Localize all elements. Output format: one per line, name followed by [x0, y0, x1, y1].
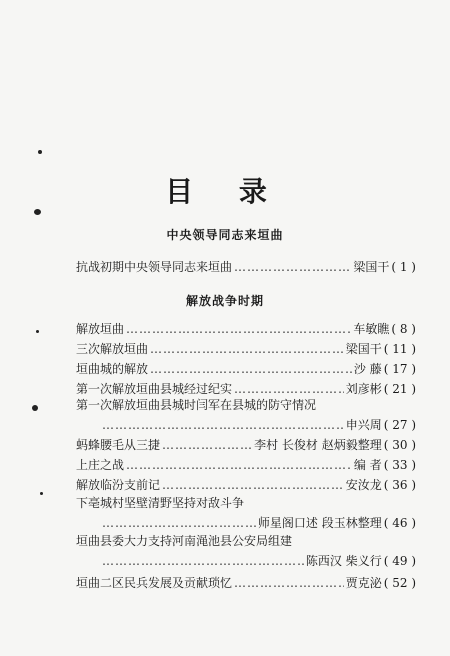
entry-author: 刘彦彬 — [345, 382, 382, 396]
leader-dots — [126, 322, 351, 336]
entry-page: ( 21 ) — [383, 382, 416, 396]
leader-dots — [234, 260, 351, 274]
entry-author: 申兴周 — [345, 418, 382, 432]
toc-entry-continued[interactable] — [100, 512, 416, 530]
leader-dots — [150, 362, 352, 376]
toc-entry-continued[interactable] — [100, 550, 416, 568]
toc-entry-continued[interactable] — [100, 414, 416, 432]
margin-speck — [32, 405, 38, 411]
toc-entry[interactable] — [76, 338, 416, 356]
entry-page: ( 1 ) — [391, 260, 416, 274]
toc-entry[interactable] — [76, 318, 416, 336]
entry-title: 蚂蜂腰毛从三捷 — [76, 438, 161, 452]
entry-title: 抗战初期中央领导同志来垣曲 — [76, 260, 233, 274]
toc-entry[interactable] — [76, 434, 416, 452]
entry-page: ( 49 ) — [383, 554, 416, 568]
section-heading: 中央领导同志来垣曲 — [166, 228, 284, 242]
margin-speck — [36, 330, 39, 333]
entry-page: ( 46 ) — [383, 516, 416, 530]
entry-author: 车敏瞧 — [353, 322, 390, 336]
margin-speck — [40, 492, 43, 495]
section-heading: 解放战争时期 — [185, 294, 264, 308]
toc-entry[interactable] — [76, 572, 416, 590]
entry-author: 沙 藤 — [353, 362, 382, 376]
entry-title: 解放临汾支前记 — [76, 478, 161, 492]
entry-page: ( 52 ) — [383, 576, 416, 590]
toc-entry[interactable] — [76, 256, 416, 274]
leader-dots — [150, 342, 344, 356]
leader-dots — [162, 438, 252, 452]
entry-title: 解放垣曲 — [76, 322, 125, 336]
entry-author: 梁国干 — [345, 342, 382, 356]
entry-author: 贾克泌 — [345, 576, 382, 590]
entry-title[interactable]: 下亳城村坚壁清野坚持对敌斗争 — [76, 496, 245, 510]
entry-page: ( 30 ) — [383, 438, 416, 452]
entry-page: ( 33 ) — [383, 458, 416, 472]
leader-dots — [234, 576, 344, 590]
leader-dots — [162, 478, 344, 492]
entry-title[interactable]: 第一次解放垣曲县城时闫军在县城的防守情况 — [76, 398, 317, 412]
entry-title: 垣曲二区民兵发展及贡献琐忆 — [76, 576, 233, 590]
page-title: 目 录 — [165, 175, 285, 208]
leader-dots — [126, 458, 352, 472]
leader-dots — [102, 516, 256, 530]
entry-title: 第一次解放垣曲县城经过纪实 — [76, 382, 233, 396]
entry-page: ( 8 ) — [391, 322, 416, 336]
entry-author: 编 者 — [353, 458, 382, 472]
entry-author: 师星阁口述 段玉林整理 — [257, 516, 382, 530]
toc-entry[interactable] — [76, 474, 416, 492]
entry-page: ( 17 ) — [383, 362, 416, 376]
entry-author: 李村 长俊材 赵炳毅整理 — [254, 438, 382, 452]
entry-title: 上庄之战 — [76, 458, 125, 472]
entry-title: 三次解放垣曲 — [76, 342, 149, 356]
entry-page: ( 11 ) — [383, 342, 416, 356]
toc-entry[interactable] — [76, 358, 416, 376]
entry-page: ( 36 ) — [383, 478, 416, 492]
leader-dots — [102, 554, 304, 568]
toc-entry[interactable] — [76, 454, 416, 472]
entry-title: 垣曲城的解放 — [76, 362, 149, 376]
toc-entry[interactable] — [76, 378, 416, 396]
entry-author: 安汝龙 — [345, 478, 382, 492]
entry-page: ( 27 ) — [383, 418, 416, 432]
leader-dots — [234, 382, 344, 396]
leader-dots — [102, 418, 344, 432]
entry-author: 陈西汉 柴义行 — [305, 554, 382, 568]
margin-speck — [38, 150, 42, 154]
entry-title[interactable]: 垣曲县委大力支持河南渑池县公安局组建 — [76, 534, 293, 548]
entry-author: 梁国干 — [353, 260, 390, 274]
